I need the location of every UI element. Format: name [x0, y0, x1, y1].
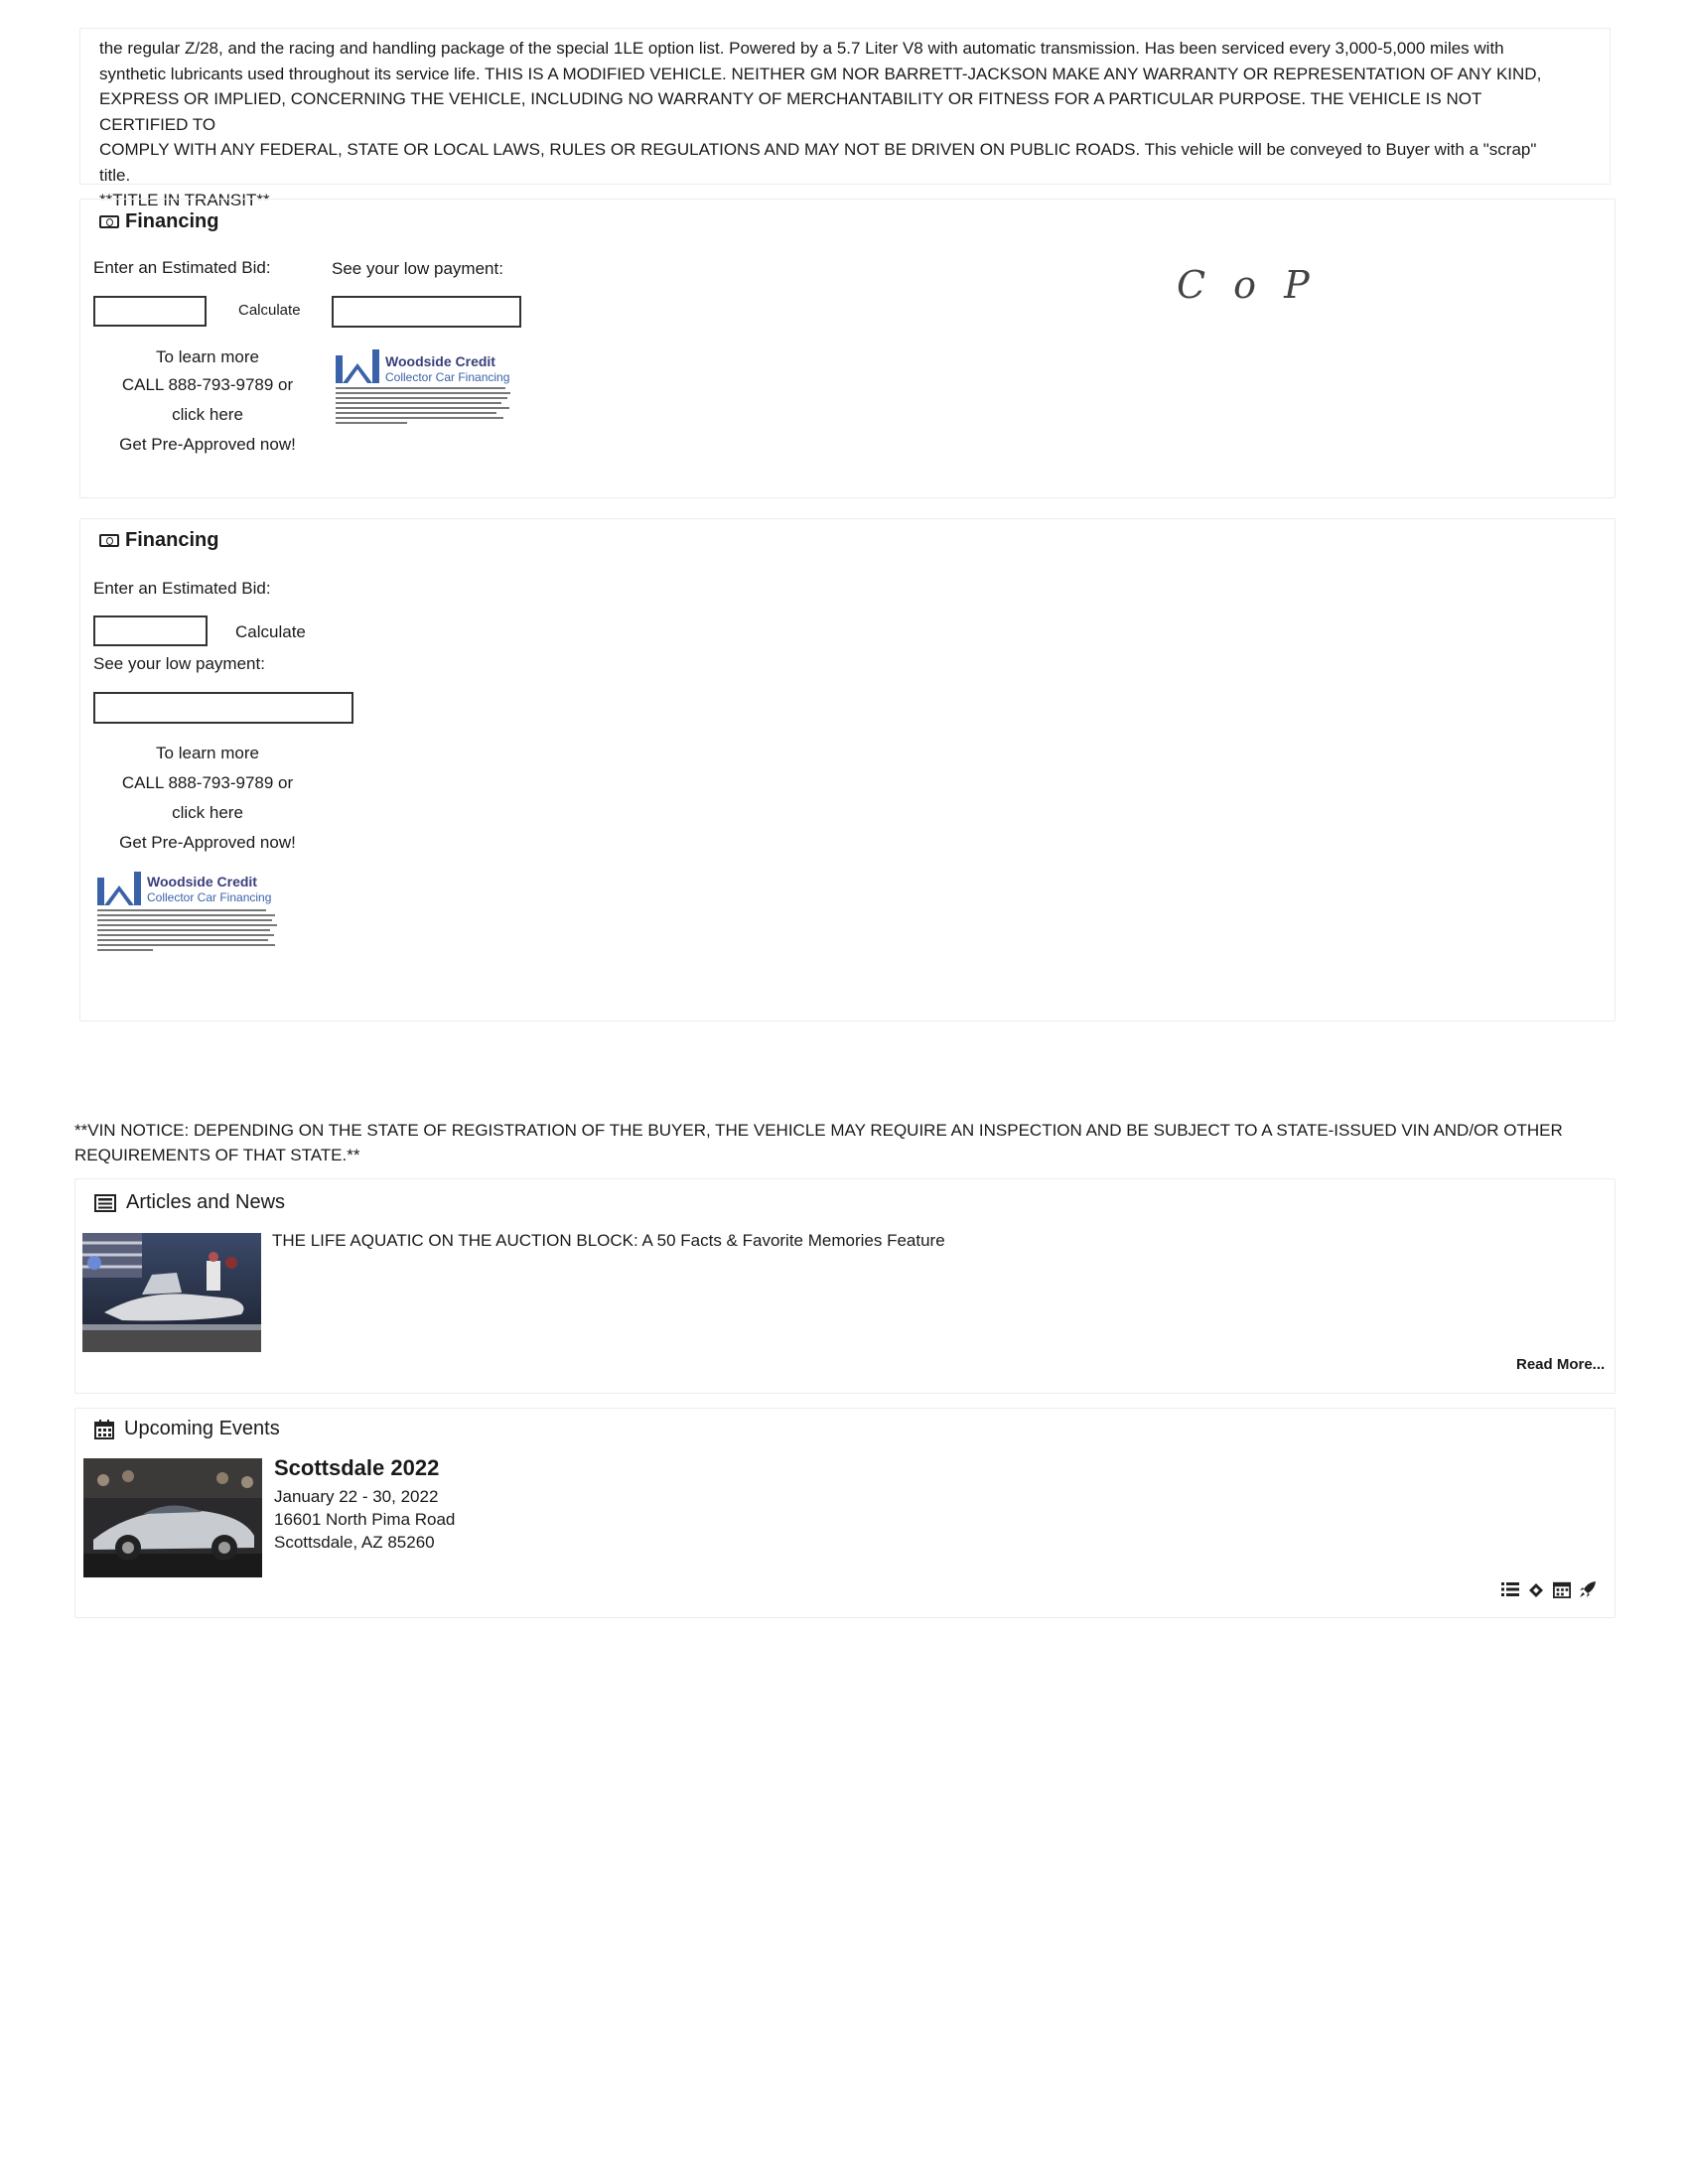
payment-output	[93, 692, 353, 724]
newspaper-icon	[94, 1194, 116, 1212]
rocket-icon[interactable]	[1579, 1580, 1597, 1598]
bid-label: Enter an Estimated Bid:	[93, 258, 271, 277]
bid-input[interactable]	[93, 296, 207, 327]
vin-notice: **VIN NOTICE: DEPENDING ON THE STATE OF REGISTRATION OF THE BUYER, THE VEHICLE MAY REQUIRE AN INSPECTION AND BE SUBJECT TO A STATE-ISSUED VIN AND/OR OTHER REQUIREMENTS OF THAT STATE.**	[74, 1121, 1563, 1164]
calculate-button[interactable]: Calculate	[235, 622, 306, 641]
calendar-icon	[94, 1420, 114, 1439]
lender-fine-print	[97, 909, 281, 954]
learn-more-text: To learn more	[156, 347, 259, 366]
description-line: synthetic lubricants used throughout its service life. THIS IS A MODIFIED VEHICLE. NEITHER GM NOR BARRETT-JACKSON MAKE ANY WARRANTY OR REPRESENTATION OF ANY KIND,	[99, 64, 1542, 83]
financing-title: Financing	[99, 529, 218, 552]
lender-tagline: Collector Car Financing	[385, 370, 510, 384]
articles-card	[74, 1178, 1616, 1394]
woodside-credit-logo[interactable]	[334, 349, 522, 441]
read-more-link[interactable]: Read More...	[1516, 1356, 1606, 1373]
bid-input[interactable]	[93, 615, 208, 646]
article-thumbnail[interactable]	[82, 1233, 261, 1352]
handwritten-note: C o P	[1177, 263, 1318, 307]
articles-title: Articles and News	[94, 1191, 285, 1214]
learn-more-text: To learn more	[156, 744, 259, 762]
payment-label: See your low payment:	[332, 259, 503, 278]
event-name[interactable]: Scottsdale 2022	[274, 1455, 440, 1480]
list-icon[interactable]	[1501, 1581, 1519, 1597]
vehicle-description	[99, 36, 1569, 213]
description-line: the regular Z/28, and the racing and handling package of the special 1LE option list. Powered by a 5.7 Liter V8 with automatic transmission. Has been serviced every 3,000-5,000 miles with	[99, 39, 1504, 58]
description-line: EXPRESS OR IMPLIED, CONCERNING THE VEHICLE, INCLUDING NO WARRANTY OF MERCHANTABILITY OR FITNESS FOR A PARTICULAR PURPOSE. THE VEHICLE IS NOT CERTIFIED TO	[99, 89, 1482, 134]
event-dates: January 22 - 30, 2022	[274, 1487, 439, 1506]
money-icon	[99, 215, 119, 228]
lender-fine-print	[336, 387, 514, 427]
article-headline[interactable]: THE LIFE AQUATIC ON THE AUCTION BLOCK: A 50 Facts & Favorite Memories Feature	[272, 1231, 945, 1250]
calculate-button[interactable]: Calculate	[238, 302, 301, 319]
pre-approved-link[interactable]: Get Pre-Approved now!	[119, 833, 296, 852]
event-city: Scottsdale, AZ 85260	[274, 1533, 435, 1552]
pre-approved-link[interactable]: Get Pre-Approved now!	[119, 435, 296, 454]
lender-tagline: Collector Car Financing	[147, 890, 272, 904]
call-phone-link[interactable]: CALL 888-793-9789 or	[121, 375, 294, 394]
event-action-icons	[1501, 1580, 1597, 1598]
lender-name: Woodside Credit	[147, 874, 257, 889]
ticket-icon[interactable]	[1527, 1581, 1545, 1597]
click-here-link[interactable]: click here	[172, 803, 243, 822]
money-icon	[99, 534, 119, 547]
click-here-link[interactable]: click here	[172, 405, 243, 424]
payment-label: See your low payment:	[93, 654, 265, 673]
payment-output	[332, 296, 521, 328]
woodside-w-icon	[336, 349, 379, 383]
woodside-credit-logo[interactable]	[97, 870, 286, 965]
event-thumbnail[interactable]	[83, 1458, 262, 1577]
learn-more-block	[99, 343, 316, 459]
events-title: Upcoming Events	[94, 1418, 280, 1440]
event-address: 16601 North Pima Road	[274, 1510, 456, 1529]
calendar-icon[interactable]	[1553, 1580, 1571, 1598]
financing-title: Financing	[99, 210, 218, 233]
woodside-w-icon	[97, 872, 141, 905]
learn-more-block	[99, 739, 316, 858]
call-phone-link[interactable]: CALL 888-793-9789 or	[121, 773, 294, 792]
description-line: COMPLY WITH ANY FEDERAL, STATE OR LOCAL LAWS, RULES OR REGULATIONS AND MAY NOT BE DRIVEN ON PUBLIC ROADS. This vehicle will be conveyed to Buyer with a "scrap" title.	[99, 140, 1537, 185]
lender-name: Woodside Credit	[385, 353, 495, 369]
description-line: **TITLE IN TRANSIT**	[99, 191, 270, 209]
bid-label: Enter an Estimated Bid:	[93, 579, 271, 598]
